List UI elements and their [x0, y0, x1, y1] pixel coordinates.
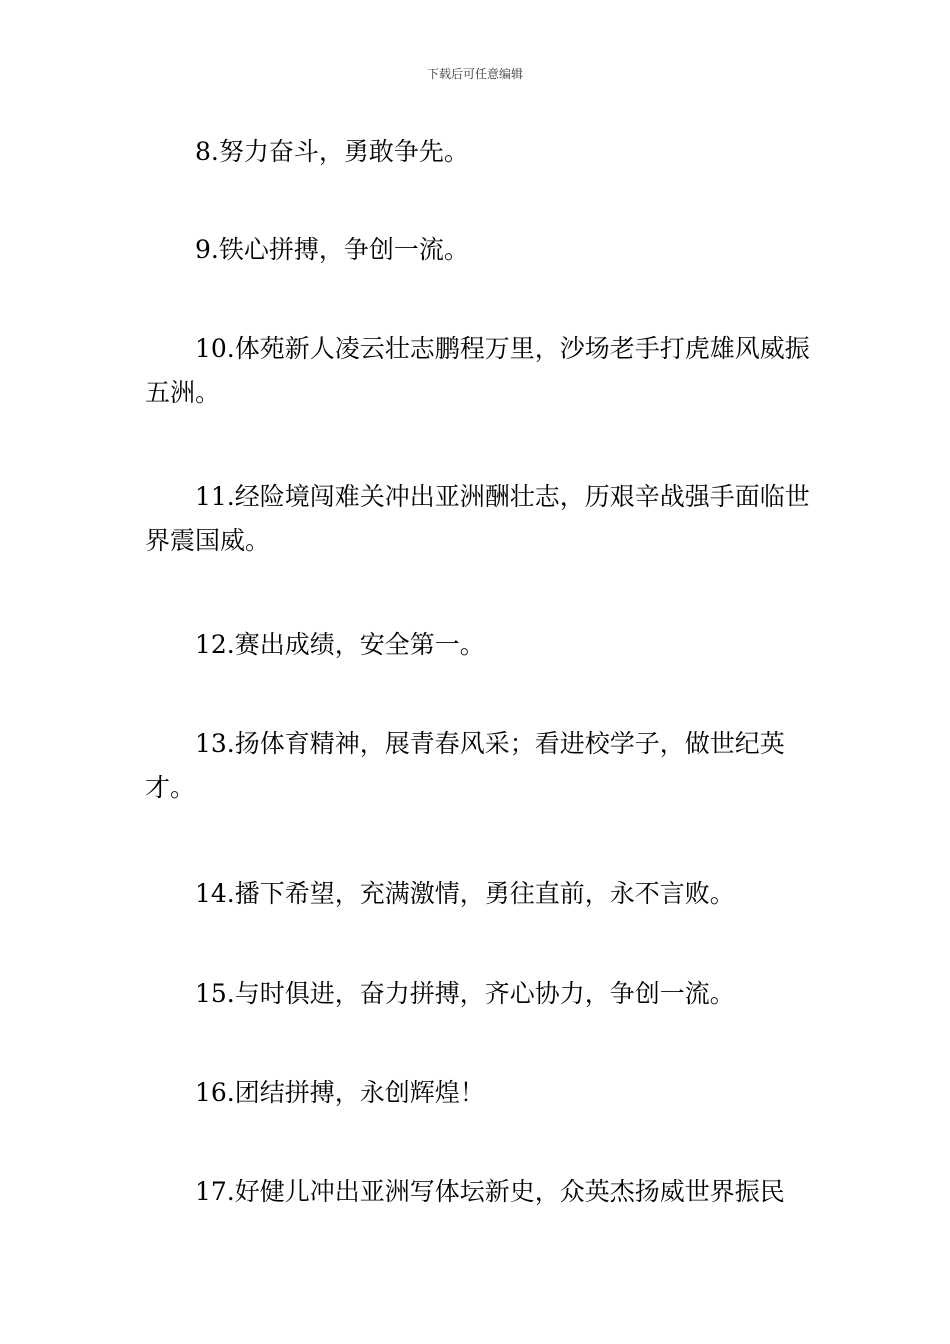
- slogan-9: 9.铁心拼搏，争创一流。: [195, 235, 469, 264]
- slogan-8: 8.努力奋斗，勇敢争先。: [195, 137, 469, 166]
- slogan-12: 12.赛出成绩，安全第一。: [195, 630, 485, 659]
- slogan-13: 13.扬体育精神，展青春风采；看进校学子，做世纪英才。: [145, 729, 785, 802]
- slogan-14: 14.播下希望，充满激情，勇往直前，永不言败。: [195, 879, 735, 908]
- page-header: 下载后可任意编辑: [426, 67, 523, 81]
- slogan-16: 16.团结拼搏，永创辉煌！: [195, 1078, 485, 1107]
- slogan-11: 11.经险境闯难关冲出亚洲酬壮志，历艰辛战强手面临世界震国威。: [145, 482, 810, 555]
- slogan-15: 15.与时俱进，奋力拼搏，齐心协力，争创一流。: [195, 979, 735, 1008]
- slogan-17: 17.好健儿冲出亚洲写体坛新史，众英杰扬威世界振民: [195, 1177, 785, 1206]
- slogan-10: 10.体苑新人凌云壮志鹏程万里，沙场老手打虎雄风威振五洲。: [145, 334, 810, 407]
